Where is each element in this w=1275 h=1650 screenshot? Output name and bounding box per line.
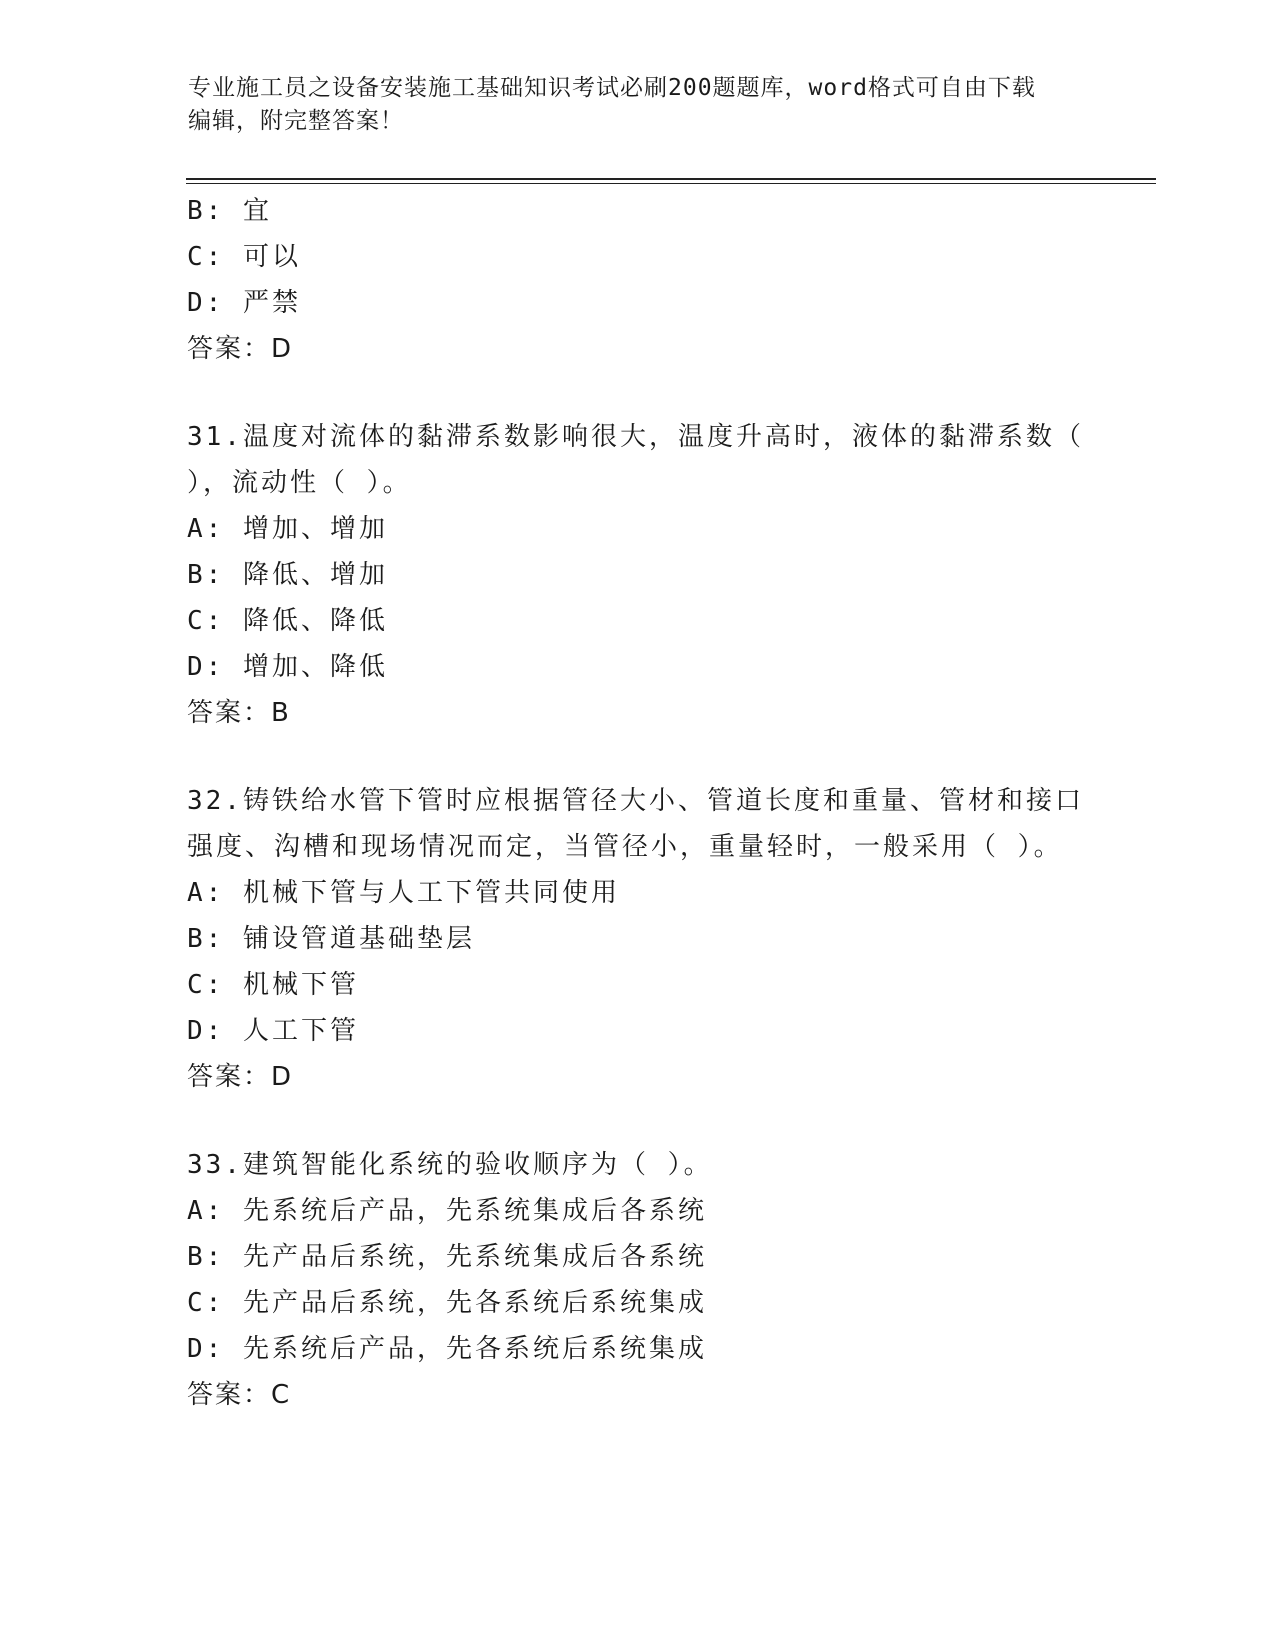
option-c: C: 机械下管	[187, 970, 359, 1000]
document-header	[188, 72, 1068, 138]
option-a: A: 增加、增加	[187, 514, 388, 544]
option-d: D: 严禁	[187, 288, 301, 318]
question-stem: 32.铸铁给水管下管时应根据管径大小、管道长度和重量、管材和接口	[187, 786, 1084, 816]
option-d: D: 增加、降低	[187, 652, 388, 682]
question-30-partial	[187, 188, 1127, 372]
option-c: C: 可以	[187, 242, 301, 272]
answer: 答案：D	[187, 334, 294, 364]
option-b: B: 降低、增加	[187, 560, 388, 590]
answer: 答案：C	[187, 1380, 292, 1410]
header-divider-thick	[186, 178, 1156, 180]
question-list	[187, 188, 1127, 1418]
header-title-line-1: 专业施工员之设备安装施工基础知识考试必刷200题题库，word格式可自由下载	[188, 75, 1036, 101]
option-d: D: 先系统后产品，先各系统后系统集成	[187, 1334, 707, 1364]
spacer	[187, 372, 1127, 414]
question-32	[187, 778, 1127, 1100]
question-33	[187, 1142, 1127, 1418]
option-a: A: 先系统后产品，先系统集成后各系统	[187, 1196, 707, 1226]
option-a: A: 机械下管与人工下管共同使用	[187, 878, 620, 908]
option-b: B: 铺设管道基础垫层	[187, 924, 475, 954]
question-stem: 33.建筑智能化系统的验收顺序为（ ）。	[187, 1150, 713, 1180]
question-stem: 31.温度对流体的黏滞系数影响很大，温度升高时，液体的黏滞系数（	[187, 422, 1084, 452]
spacer	[187, 1100, 1127, 1142]
header-title-line-2: 编辑，附完整答案！	[188, 108, 404, 134]
question-stem-continued: 强度、沟槽和现场情况而定，当管径小，重量轻时，一般采用（ ）。	[187, 832, 1063, 862]
option-c: C: 先产品后系统，先各系统后系统集成	[187, 1288, 707, 1318]
option-b: B: 宜	[187, 196, 272, 226]
answer: 答案：D	[187, 1062, 294, 1092]
question-31	[187, 414, 1127, 736]
option-c: C: 降低、降低	[187, 606, 388, 636]
spacer	[187, 736, 1127, 778]
header-divider-thin	[186, 183, 1156, 184]
option-d: D: 人工下管	[187, 1016, 359, 1046]
question-stem-continued: ），流动性（ ）。	[187, 468, 412, 498]
option-b: B: 先产品后系统，先系统集成后各系统	[187, 1242, 707, 1272]
answer: 答案：B	[187, 698, 291, 728]
